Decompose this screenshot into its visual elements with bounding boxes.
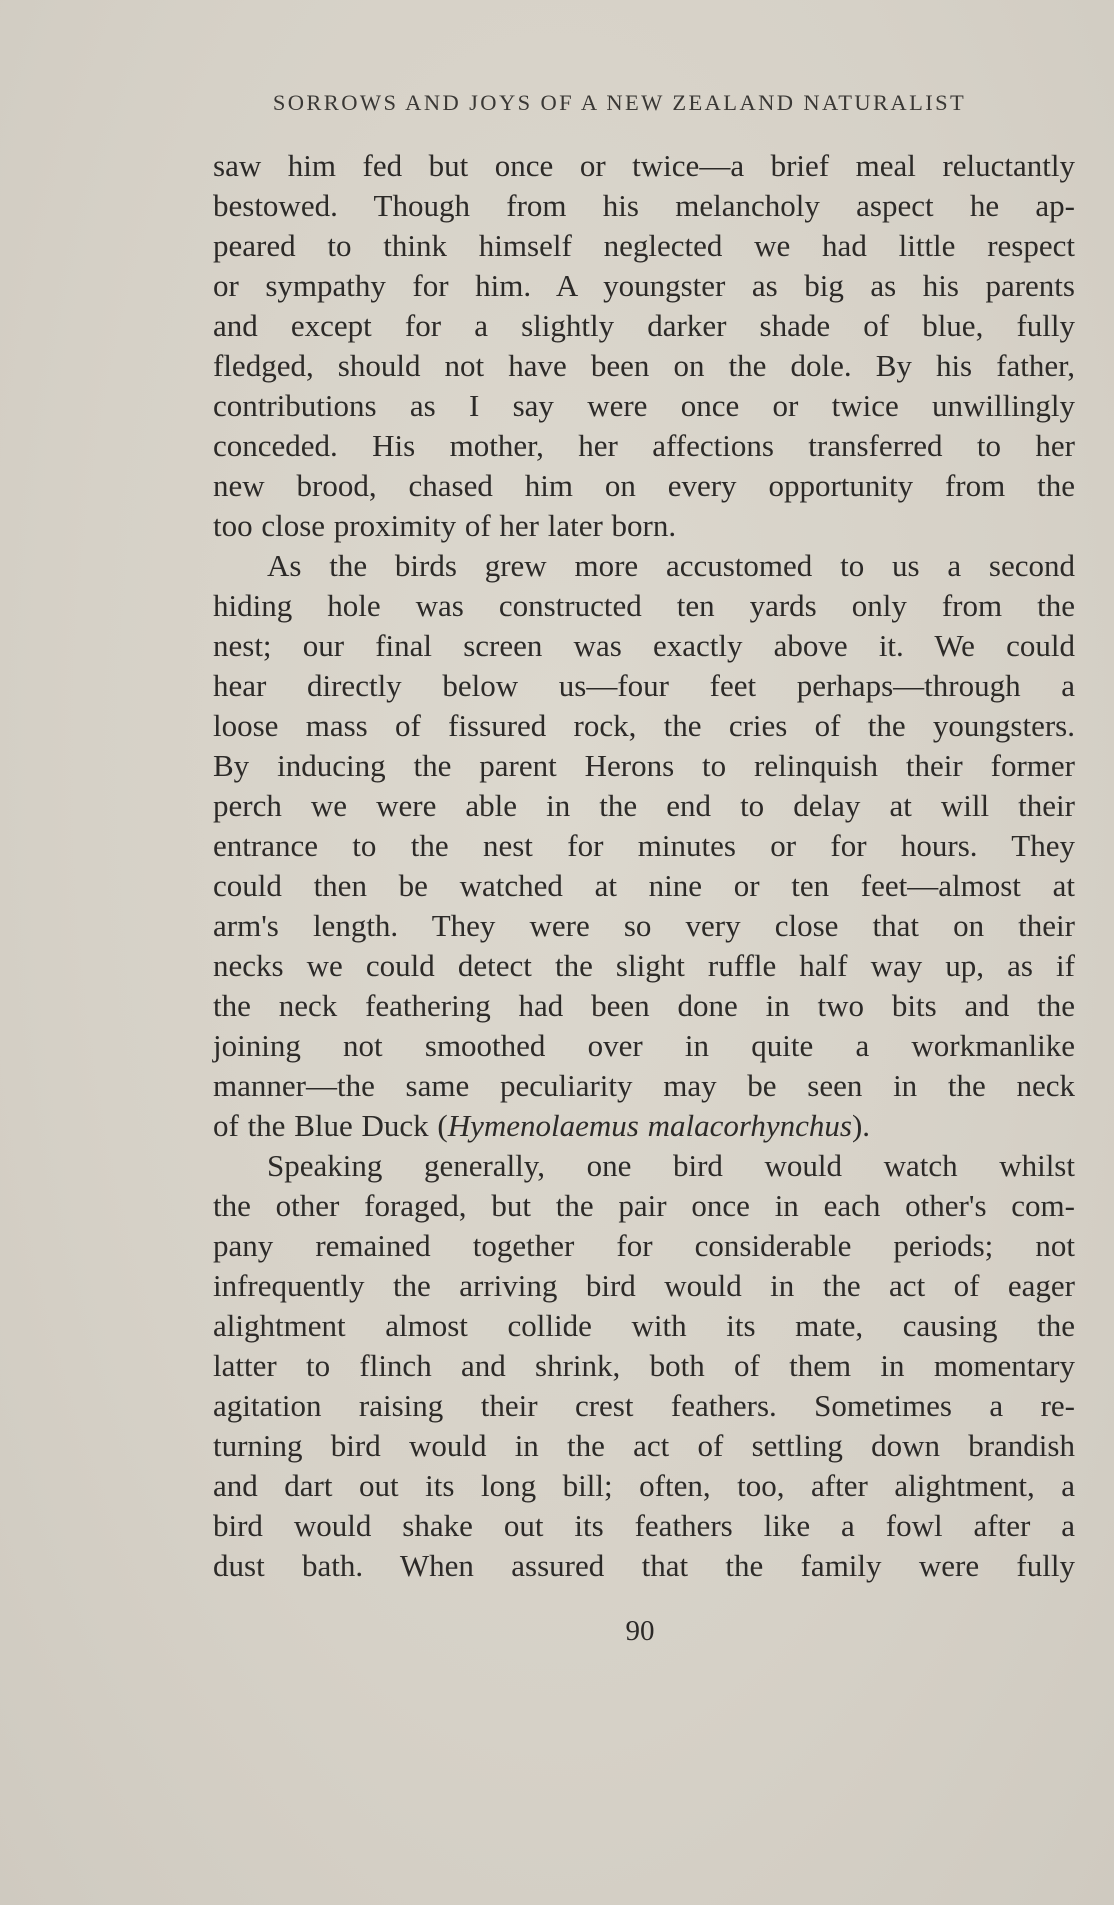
text-line: the other foraged, but the pair once in each other's com- xyxy=(213,1188,1075,1223)
text-line: turning bird would in the act of settling down brandish xyxy=(213,1428,1075,1463)
text-line: manner—the same peculiarity may be seen in the neck xyxy=(213,1068,1075,1103)
text-line: bestowed. Though from his melancholy aspect he ap- xyxy=(213,188,1075,223)
text-line: bird would shake out its feathers like a fowl after a xyxy=(213,1508,1075,1543)
text-line: perch we were able in the end to delay at will their xyxy=(213,788,1075,823)
text-line: contributions as I say were once or twice unwillingly xyxy=(213,388,1075,423)
text-line: necks we could detect the slight ruffle half way up, as if xyxy=(213,948,1075,983)
text-line: and dart out its long bill; often, too, after alightment, a xyxy=(213,1468,1075,1503)
text-line: latter to flinch and shrink, both of them in momentary xyxy=(213,1348,1075,1383)
page-number: 90 xyxy=(625,1615,655,1647)
text-line-species xyxy=(213,1106,1075,1146)
text-line: joining not smoothed over in quite a workmanlike xyxy=(213,1028,1075,1063)
text-line: hiding hole was constructed ten yards only from the xyxy=(213,588,1075,623)
text-line: nest; our final screen was exactly above it. We could xyxy=(213,628,1075,663)
species-name-italic: Hymenolaemus malacorhynchus xyxy=(447,1108,852,1143)
body-text xyxy=(213,146,1075,1586)
text-line: pany remained together for considerable periods; not xyxy=(213,1228,1075,1263)
text-line: could then be watched at nine or ten feet—almost at xyxy=(213,868,1075,903)
text-line: too close proximity of her later born. xyxy=(213,508,677,543)
text-line: loose mass of fissured rock, the cries of the youngsters. xyxy=(213,708,1075,743)
text-line: the neck feathering had been done in two bits and the xyxy=(213,988,1075,1023)
text-line: As the birds grew more accustomed to us a second xyxy=(267,548,1075,583)
running-head: SORROWS AND JOYS OF A NEW ZEALAND NATURALIST xyxy=(272,90,967,115)
text-line: fledged, should not have been on the dole. By his father, xyxy=(213,348,1075,383)
text-line: new brood, chased him on every opportunity from the xyxy=(213,468,1075,503)
text-line: arm's length. They were so very close that on their xyxy=(213,908,1075,943)
text-line: saw him fed but once or twice—a brief meal reluctantly xyxy=(213,148,1075,183)
text-segment: ). xyxy=(851,1108,871,1143)
text-line: infrequently the arriving bird would in the act of eager xyxy=(213,1268,1075,1303)
text-line: entrance to the nest for minutes or for hours. They xyxy=(213,828,1075,863)
text-line: dust bath. When assured that the family were fully xyxy=(213,1548,1075,1583)
text-line: Speaking generally, one bird would watch whilst xyxy=(267,1148,1075,1183)
text-line: or sympathy for him. A youngster as big as his parents xyxy=(213,268,1075,303)
text-line: agitation raising their crest feathers. Sometimes a re- xyxy=(213,1388,1075,1423)
text-segment: of the Blue Duck ( xyxy=(213,1108,448,1143)
text-line: peared to think himself neglected we had little respect xyxy=(213,228,1075,263)
text-line: and except for a slightly darker shade of blue, fully xyxy=(213,308,1075,343)
text-line: alightment almost collide with its mate, causing the xyxy=(213,1308,1075,1343)
text-line: hear directly below us—four feet perhaps—through a xyxy=(213,668,1075,703)
text-line: By inducing the parent Herons to relinquish their former xyxy=(213,748,1075,783)
text-line: conceded. His mother, her affections transferred to her xyxy=(213,428,1075,463)
